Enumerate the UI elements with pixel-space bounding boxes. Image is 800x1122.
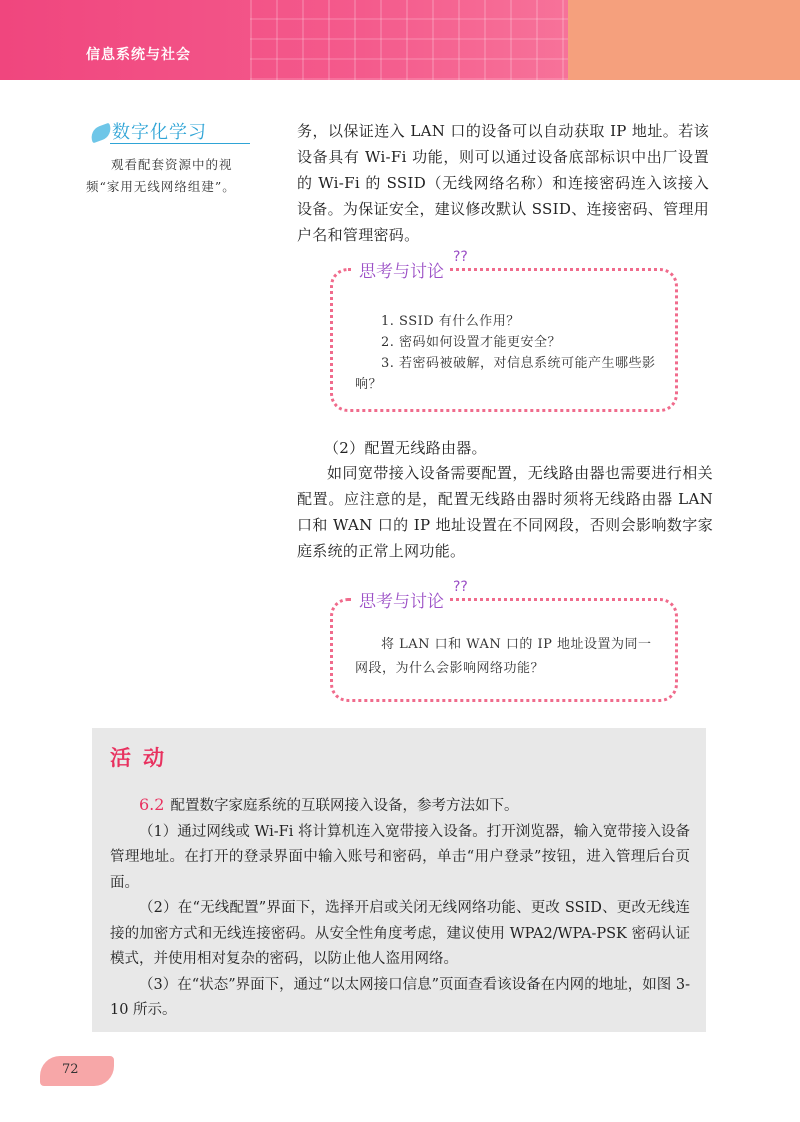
think-discuss-box-1 [330, 249, 678, 412]
think-question-text: 将 LAN 口和 WAN 口的 IP 地址设置为同一网段，为什么会影响网络功能？ [355, 637, 652, 676]
side-note-underline [110, 143, 250, 144]
header-color-block [568, 0, 800, 80]
activity-title: 活动 [110, 746, 176, 770]
header-grid-decoration [250, 0, 570, 80]
think-question-list [355, 311, 657, 395]
activity-step: （2）在“无线配置”界面下，选择开启或关闭无线网络功能、更改 SSID、更改无线连接的加密方式和无线连接密码。从安全性角度考虑，建议使用 WPA2/WPA-PSK 密码认证模式，并使用相对复杂的密码，以防止他人盗用网络。 [110, 900, 690, 967]
page-header-banner [0, 0, 800, 80]
page-number: 72 [62, 1062, 79, 1077]
think-question-item: 2. 密码如何设置才能更安全？ [381, 335, 562, 350]
side-note-heading [86, 118, 258, 144]
activity-step: （1）通过网线或 Wi-Fi 将计算机连入宽带接入设备。打开浏览器，输入宽带接入设备管理地址。在打开的登录界面中输入账号和密码，单击“用户登录”按钮，进入管理后台页面。 [110, 823, 690, 891]
activity-number: 6.2 [139, 795, 165, 814]
think-question-item: 3. 若密码被破解，对信息系统可能产生哪些影响？ [355, 356, 656, 392]
question-marks-icon: ?? [453, 249, 468, 265]
side-note-digital-learning [86, 118, 258, 198]
activity-intro-line [110, 792, 690, 820]
think-discuss-box-2 [330, 579, 678, 702]
think-question-item: 1. SSID 有什么作用？ [381, 314, 520, 329]
body-paragraph-1: 务，以保证连入 LAN 口的设备可以自动获取 IP 地址。若该设备具有 Wi-Fi 功能，则可以通过设备底部标识中出厂设置的 Wi-Fi 的 SSID（无线网络名称）和连接密码连入该接入设备。为保证安全，建议修改默认 SSID、连接密码、管理用户名和管理密码。 [297, 122, 709, 244]
activity-intro: 配置数字家庭系统的互联网接入设备，参考方法如下。 [170, 798, 519, 814]
page-number-tab [40, 1056, 114, 1086]
think-box-title: 思考与讨论 [353, 257, 450, 282]
leaf-icon [88, 123, 113, 144]
chapter-title: 信息系统与社会 [86, 47, 191, 63]
activity-box [92, 728, 706, 1032]
think-box-title: 思考与讨论 [353, 587, 450, 612]
body-paragraph-3: 如同宽带接入设备需要配置，无线路由器也需要进行相关配置。应注意的是，配置无线路由器时须将无线路由器 LAN 口和 WAN 口的 IP 地址设置在不同网段，否则会影响数字家庭系统的正常上网功能。 [297, 464, 713, 560]
body-paragraph-2: （2）配置无线路由器。 [324, 439, 487, 457]
activity-body [110, 792, 690, 1024]
activity-step: （3）在“状态”界面下，通过“以太网接口信息”页面查看该设备在内网的地址，如图 3-10 所示。 [110, 976, 690, 1018]
side-note-text: 观看配套资源中的视频“家用无线网络组建”。 [86, 157, 236, 194]
side-note-title: 数字化学习 [112, 122, 207, 143]
question-marks-icon: ?? [453, 579, 468, 595]
